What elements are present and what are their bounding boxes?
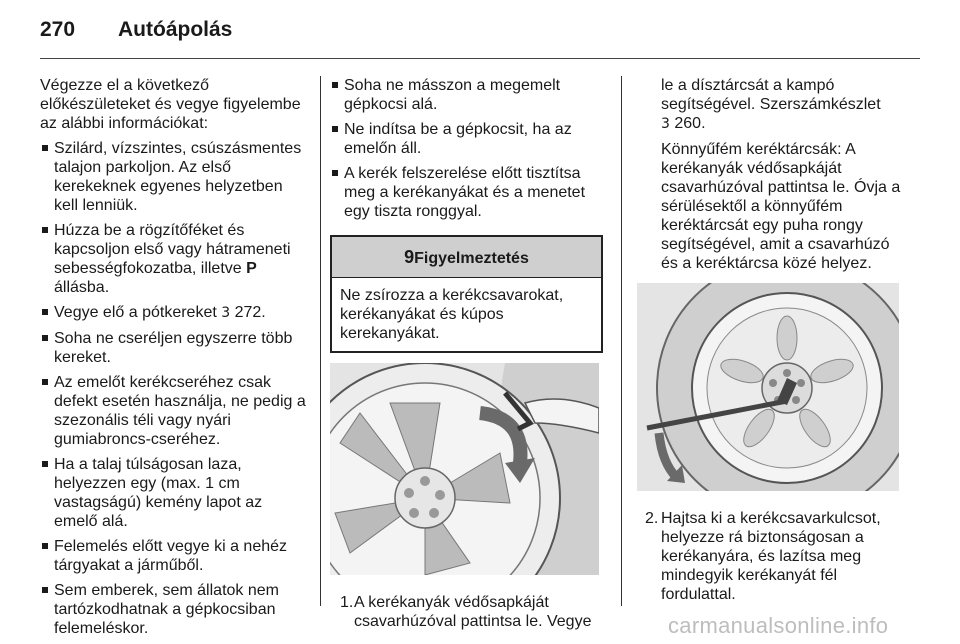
cross-reference-link[interactable]: 260. [674,115,706,132]
page-header [40,18,920,58]
step-number: 2. [645,510,659,527]
list-item: Húzza be a rögzítőféket és kapcsoljon első vagy hátrameneti sebességfokozatba, illetve P állásba. [40,221,308,297]
warning-text: Ne zsírozza a kerékcsavarokat, kerékanyákat és kúpos kerekanyákat. [340,287,564,342]
preparation-list [40,139,308,638]
list-item: Szilárd, vízszintes, csúszásmentes talajon parkoljon. Az első kerekeknek egyenes helyzetben kell lenniük. [40,139,308,215]
header-divider [40,58,920,59]
step-2 [637,509,905,604]
wheel-wrench-illustration [637,283,899,491]
step-1 [330,593,605,631]
column-divider [621,76,622,606]
step-1-continued: le a dísztárcsát a kampó segítségével. Szerszámkészlet 3 260. [661,77,881,132]
alloy-wheel-note: Könnyűfém keréktárcsák: A kerékanyák védősapkáját csavarhúzóval pattintsa le. Óvja a sérülésektől a könnyűfém keréktárcsát egy puha rongy segítségével, amit a csavarhúzó és a keréktárcsa közé helyez. [661,141,901,272]
list-item: Felemelés előtt vegye ki a nehéz tárgyakat a járműből. [40,537,308,575]
wheel-cover-hook-icon [330,363,599,575]
intro-paragraph: Végezze el a következő előkészületeket és vegye figyelembe az alábbi információkat: [40,77,301,132]
column-left [40,76,308,644]
list-item: A kerék felszerelése előtt tisztítsa meg a kerékanyákat és a menetet egy tiszta ronggyal. [330,164,605,221]
wheel-wrench-icon [637,283,899,491]
list-item: Soha ne másszon a megemelt gépkocsi alá. [330,76,605,114]
cross-reference-icon: 3 [221,305,231,321]
gear-p-label: P [246,260,257,277]
list-item: Ne indítsa be a gépkocsit, ha az emelőn áll. [330,120,605,158]
warning-header [332,237,601,278]
list-item: Ha a talaj túlságosan laza, helyezzen egy (max. 1 cm vastagságú) kemény lapot az emelő alá. [40,455,308,531]
column-right [637,76,905,604]
column-divider [320,76,321,606]
list-item: Az emelőt kerékcseréhez csak defekt esetén használja, ne pedig a szezonális téli vagy nyári gumiabroncs-cseréhez. [40,373,308,449]
step-text: Hajtsa ki a kerékcsavarkulcsot, helyezze rá biztonságosan a kerékanyára, és lazítsa meg mindegyik kerékanyát fél fordulattal. [661,510,881,603]
warning-triangle-icon: 9 [404,247,415,267]
list-item: Sem emberek, sem állatok nem tartózkodhatnak a gépkocsiban felemeléskor. [40,581,308,638]
column-middle [330,76,605,631]
cross-reference-link[interactable]: 272. [234,304,266,321]
list-item: Vegye elő a pótkereket 3 272. [40,303,308,323]
watermark: carmanualsonline.info [668,613,889,638]
list-item: Soha ne cseréljen egyszerre több kereket. [40,329,308,367]
warning-title: Figyelmeztetés [414,250,529,267]
page-number: 270 [40,18,76,41]
page-title: Autóápolás [118,18,233,41]
step-number: 1. [340,594,354,611]
step-text: A kerékanyák védősapkáját csavarhúzóval pattintsa le. Vegye [354,594,592,630]
warning-box [330,235,603,353]
safety-list [330,76,605,221]
cross-reference-icon: 3 [661,116,670,132]
hubcap-removal-illustration [330,363,599,575]
